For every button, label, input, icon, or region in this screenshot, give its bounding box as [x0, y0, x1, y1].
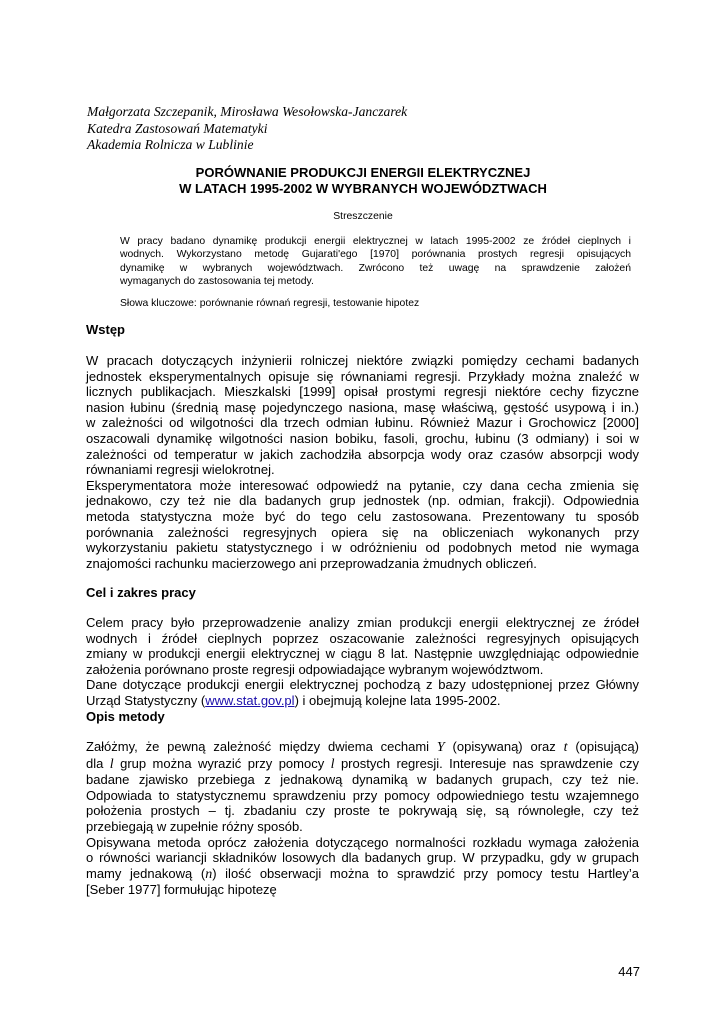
text-line: oszacowali dynamikę wilgotności nasion bobiku, fasoli, grochu, łubinu (3 odmiany) i soi w — [86, 430, 639, 446]
text-fragment: dla — [86, 755, 104, 771]
text-line — [86, 756, 639, 773]
var-n: n — [205, 866, 213, 882]
keywords-text: Słowa kluczowe: porównanie równań regresji, testowanie hipotez — [120, 298, 420, 309]
text-line: założenia porównano proste regresji odpowiadające wybranym województwom. — [86, 661, 544, 677]
text-fragment: Załóżmy, że pewną zależność między dwiema cechami — [86, 739, 430, 754]
text-line: W pracach dotyczących inżynierii rolniczej niektóre związki pomiędzy cechami badanych — [86, 353, 639, 368]
author-institution: Akademia Rolnicza w Lublinie — [87, 137, 254, 152]
text-fragment: prostych regresji. Interesuje nas sprawdzenie czy — [340, 755, 639, 771]
var-Y: Y — [436, 740, 445, 755]
text-line: badane zjawisko przebiega z jednakową dynamiką w badanych grupach, czy też nie. — [86, 772, 639, 788]
text-line — [86, 866, 639, 883]
text-line: jednostek eksperymentalnych opisuje się równaniami regresji. Przykłady można znaleźć w — [86, 368, 639, 384]
text-fragment: (opisującą) — [575, 739, 639, 754]
stat-gov-link[interactable]: www.stat.gov.pl — [205, 692, 295, 708]
text-line: Dane dotyczące produkcji energii elektrycznej pochodzą z bazy udostępnionej przez Główny — [86, 677, 639, 693]
author-names: Małgorzata Szczepanik, Mirosława Wesołowska-Janczarek — [87, 104, 408, 119]
text-line: równaniami regresji wielokrotnej. — [86, 462, 275, 478]
var-l: l — [109, 756, 114, 772]
text-line: metoda statystyczna może być do tego celu zastosowana. Prezentowany tu sposób — [86, 508, 639, 524]
text-line: Opisywana metoda oprócz założenia dotyczącego normalności rozkładu wymaga założenia — [86, 834, 639, 850]
text-line: Odpowiada to statystycznemu sprawdzeniu przy pomocy odpowiedniego testu wzajemnego — [86, 787, 639, 803]
intro-paragraph — [86, 353, 639, 571]
text-line — [86, 739, 639, 756]
text-line: porównania zależności regresyjnych opiera się na obliczeniach wykonanych przy — [86, 524, 639, 540]
text-fragment: ) ilość obserwacji można to sprawdzić przy pomocy testu Hartley’a — [212, 865, 640, 881]
paper-title — [87, 165, 639, 196]
abstract-text — [120, 235, 631, 288]
abstract-line: dynamikę w wybranych województwach. Zwrócono też uwagę na sprawdzenie założeń — [120, 262, 631, 274]
abstract-label: Streszczenie — [333, 211, 393, 222]
method-paragraph — [86, 739, 639, 898]
text-line: wodnych i źródeł cieplnych poprzez oszacowanie zależności regresyjnych opisujących — [86, 630, 639, 646]
text-line: w zależności od wilgotności dla trzech odmian łubinu. Również Mazur i Grochowicz [2000] — [86, 415, 639, 431]
text-fragment: grup można wyrazić przy pomocy — [120, 755, 325, 771]
author-block — [87, 104, 647, 154]
title-line-2: W LATACH 1995-2002 W WYBRANYCH WOJEWÓDZTWACH — [179, 180, 547, 196]
text-line: jednakowo, czy też nie dla badanych grup jednostek (np. odmian, frakcji). Odpowiednia — [86, 493, 639, 509]
text-line: zmiany w produkcji energii elektrycznej w ciągu 8 lat. Następnie uwzględniając odpowiednie — [86, 646, 639, 662]
author-department: Katedra Zastosowań Matematyki — [87, 120, 268, 136]
heading-aim: Cel i zakres pracy — [86, 585, 196, 600]
var-t: t — [563, 740, 568, 755]
heading-method: Opis metody — [86, 709, 165, 724]
page-number: 447 — [618, 964, 640, 979]
text-line: wykorzystaniu pakietu statystycznego i w odróżnieniu od podobnych metod nie wymaga — [86, 540, 639, 556]
aim-paragraph — [86, 615, 639, 709]
text-line: zależności od temperatur w jakich zachodziła absorpcja wody oraz czasów absorpcji wody — [86, 446, 639, 462]
var-l: l — [330, 756, 335, 772]
title-line-1: PORÓWNANIE PRODUKCJI ENERGII ELEKTRYCZNEJ — [195, 165, 531, 180]
text-line: [Seber 1977] formułując hipotezę — [86, 882, 277, 898]
abstract-line: wymaganych do zastosowania tej metody. — [120, 275, 314, 287]
text-line: nasion łubinu (średnią masę pojedynczego nasiona, masę właściwą, gęstość usypową i in.) — [86, 399, 639, 415]
text-line: licznych publikacjach. Mieszkalski [1999] opisał prostymi regresji niektóre cechy fizyczne — [86, 384, 639, 400]
abstract-line: wodnych. Wykorzystano metodę Gujarati'ego [1970] porównania prostych regresji opisujących — [120, 249, 631, 261]
text-fragment: Urząd Statystyczny ( — [86, 692, 206, 708]
text-line: Eksperymentatora może interesować odpowiedź na pytanie, czy dana cecha zmienia się — [86, 477, 639, 493]
text-line: Celem pracy było przeprowadzenie analizy zmian produkcji energii elektrycznej ze źródeł — [86, 615, 639, 630]
text-line: znajomości rachunku macierzowego ani przeprowadzania żmudnych obliczeń. — [86, 555, 537, 571]
text-line: o równości wariancji składników losowych dla badanych grup. W przypadku, gdy w grupach — [86, 850, 639, 866]
abstract-line: W pracy badano dynamikę produkcji energii elektrycznej w latach 1995-2002 ze źródeł cieplnych i — [120, 236, 631, 247]
text-fragment: ) i obejmują kolejne lata 1995-2002. — [294, 692, 501, 708]
text-fragment: (opisywaną) oraz — [452, 739, 556, 754]
keywords — [120, 297, 631, 310]
heading-intro: Wstęp — [86, 322, 125, 337]
text-line: położenia prostych – tj. zbadaniu czy proste te pokrywają się, są równoległe, czy też — [86, 803, 639, 819]
text-line — [86, 693, 639, 709]
text-fragment: mamy jednakową ( — [86, 865, 206, 881]
text-line: przebiegają w zupełnie różny sposób. — [86, 818, 303, 834]
